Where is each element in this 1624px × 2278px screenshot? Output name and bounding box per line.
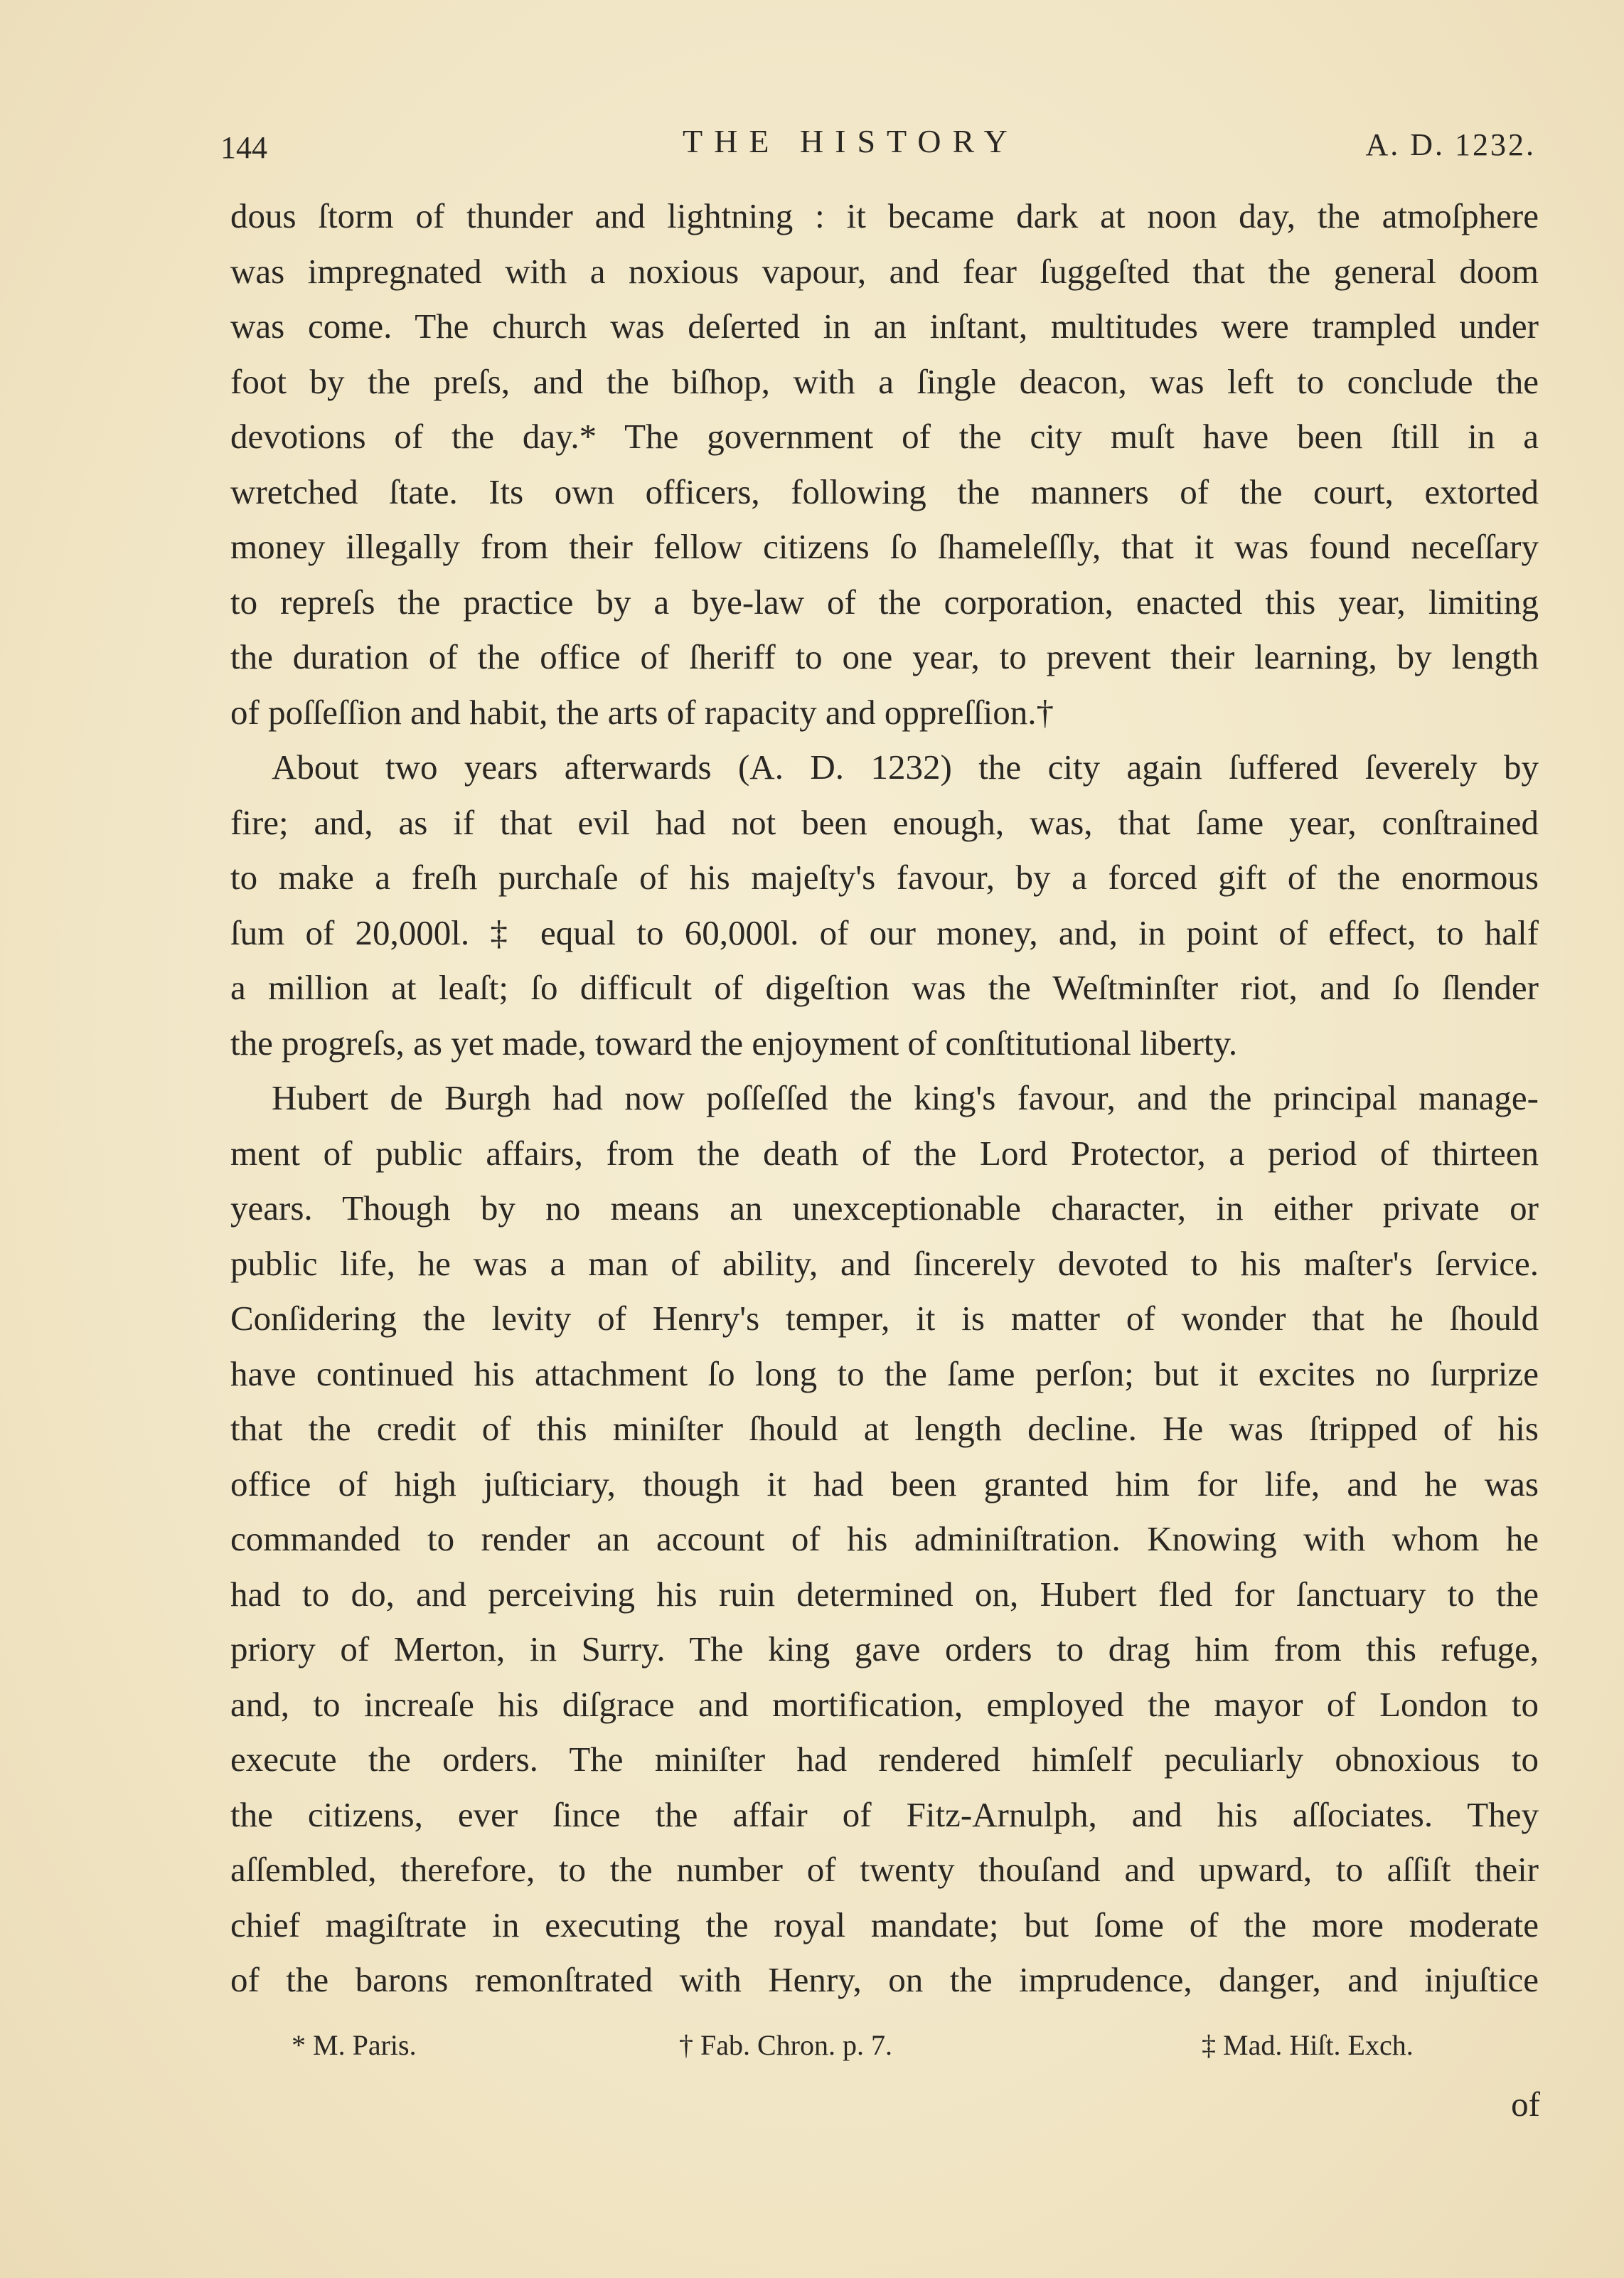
text-line: the citizens, ever ſince the affair of Fitz-Arnulph, and his aſſociates. They xyxy=(230,1794,1539,1834)
text-line: money illegally from their fellow citizens ſo ſhameleſſly, that it was found neceſſary xyxy=(230,527,1539,566)
text-line: had to do, and perceiving his ruin determined on, Hubert fled for ſanctuary to the xyxy=(230,1574,1539,1614)
text-line: the duration of the office of ſheriff to one year, to prevent their learning, by length xyxy=(230,637,1539,676)
text-line: ſum of 20,000l. ‡ equal to 60,000l. of our money, and, in point of effect, to half xyxy=(230,912,1539,952)
text-line: commanded to render an account of his adminiſtration. Knowing with whom he xyxy=(230,1519,1539,1558)
running-year: A. D. 1232. xyxy=(1365,127,1536,162)
text-line: foot by the preſs, and the biſhop, with a ſingle deacon, was left to conclude the xyxy=(230,361,1539,401)
text-line: the progreſs, as yet made, toward the enjoyment of conſtitutional liberty. xyxy=(230,1023,1238,1063)
text-line: fire; and, as if that evil had not been enough, was, that ſame year, conſtrained xyxy=(230,802,1539,842)
text-line: have continued his attachment ſo long to the ſame perſon; but it excites no ſurprize xyxy=(230,1353,1539,1393)
catchword: of xyxy=(1511,2085,1540,2124)
text-line: public life, he was a man of ability, and ſincerely devoted to his maſter's ſervice. xyxy=(230,1243,1539,1283)
text-line: and, to increaſe his diſgrace and mortification, employed the mayor of London to xyxy=(230,1684,1539,1724)
text-line: was come. The church was deſerted in an inſtant, multitudes were trampled under xyxy=(230,307,1539,346)
text-line: was impregnated with a noxious vapour, and fear ſuggeſted that the general doom xyxy=(230,251,1539,291)
text-line: chief magiſtrate in executing the royal mandate; but ſome of the more moderate xyxy=(230,1905,1539,1944)
text-line: to make a freſh purchaſe of his majeſty's favour, by a forced gift of the enormous xyxy=(230,858,1539,897)
text-line: dous ſtorm of thunder and lightning : it became dark at noon day, the atmoſphere xyxy=(230,196,1539,235)
text-line: years. Though by no means an unexceptionable character, in either private or xyxy=(230,1188,1539,1228)
footnotes xyxy=(292,2028,1500,2071)
running-title: THE HISTORY xyxy=(683,123,1019,159)
text-line: priory of Merton, in Surry. The king gave orders to drag him from this refuge, xyxy=(230,1629,1539,1668)
text-line: Hubert de Burgh had now poſſeſſed the king's favour, and the principal manage- xyxy=(272,1078,1539,1117)
body-text xyxy=(230,188,1539,2008)
text-line: of poſſeſſion and habit, the arts of rapacity and oppreſſion.† xyxy=(230,692,1054,732)
text-line: ment of public affairs, from the death of the Lord Protector, a period of thirteen xyxy=(230,1133,1539,1173)
running-head xyxy=(220,122,1536,172)
text-line: wretched ſtate. Its own officers, following the manners of the court, extorted xyxy=(230,472,1539,511)
text-line: aſſembled, therefore, to the number of twenty thouſand and upward, to aſſiſt their xyxy=(230,1850,1539,1889)
text-line: of the barons remonſtrated with Henry, on the imprudence, danger, and injuſtice xyxy=(230,1960,1539,1999)
text-line: office of high juſticiary, though it had been granted him for life, and he was xyxy=(230,1464,1539,1503)
page-number: 144 xyxy=(220,130,267,165)
footnote: * M. Paris. xyxy=(292,2029,417,2061)
footnote: ‡ Mad. Hiſt. Exch. xyxy=(1202,2029,1414,2061)
text-line: About two years afterwards (A. D. 1232) the city again ſuffered ſeverely by xyxy=(272,747,1539,787)
text-line: that the credit of this miniſter ſhould at length decline. He was ſtripped of his xyxy=(230,1409,1539,1448)
footnote: † Fab. Chron. p. 7. xyxy=(679,2029,892,2061)
text-line: Conſidering the levity of Henry's temper, it is matter of wonder that he ſhould xyxy=(230,1299,1539,1338)
text-line: a million at leaſt; ſo difficult of digeſtion was the Weſtminſter riot, and ſo ſlender xyxy=(230,968,1539,1007)
text-line: execute the orders. The miniſter had rendered himſelf peculiarly obnoxious to xyxy=(230,1740,1539,1779)
text-line: to repreſs the practice by a bye-law of the corporation, enacted this year, limiting xyxy=(230,582,1539,622)
text-line: devotions of the day.* The government of the city muſt have been ſtill in a xyxy=(230,417,1539,456)
